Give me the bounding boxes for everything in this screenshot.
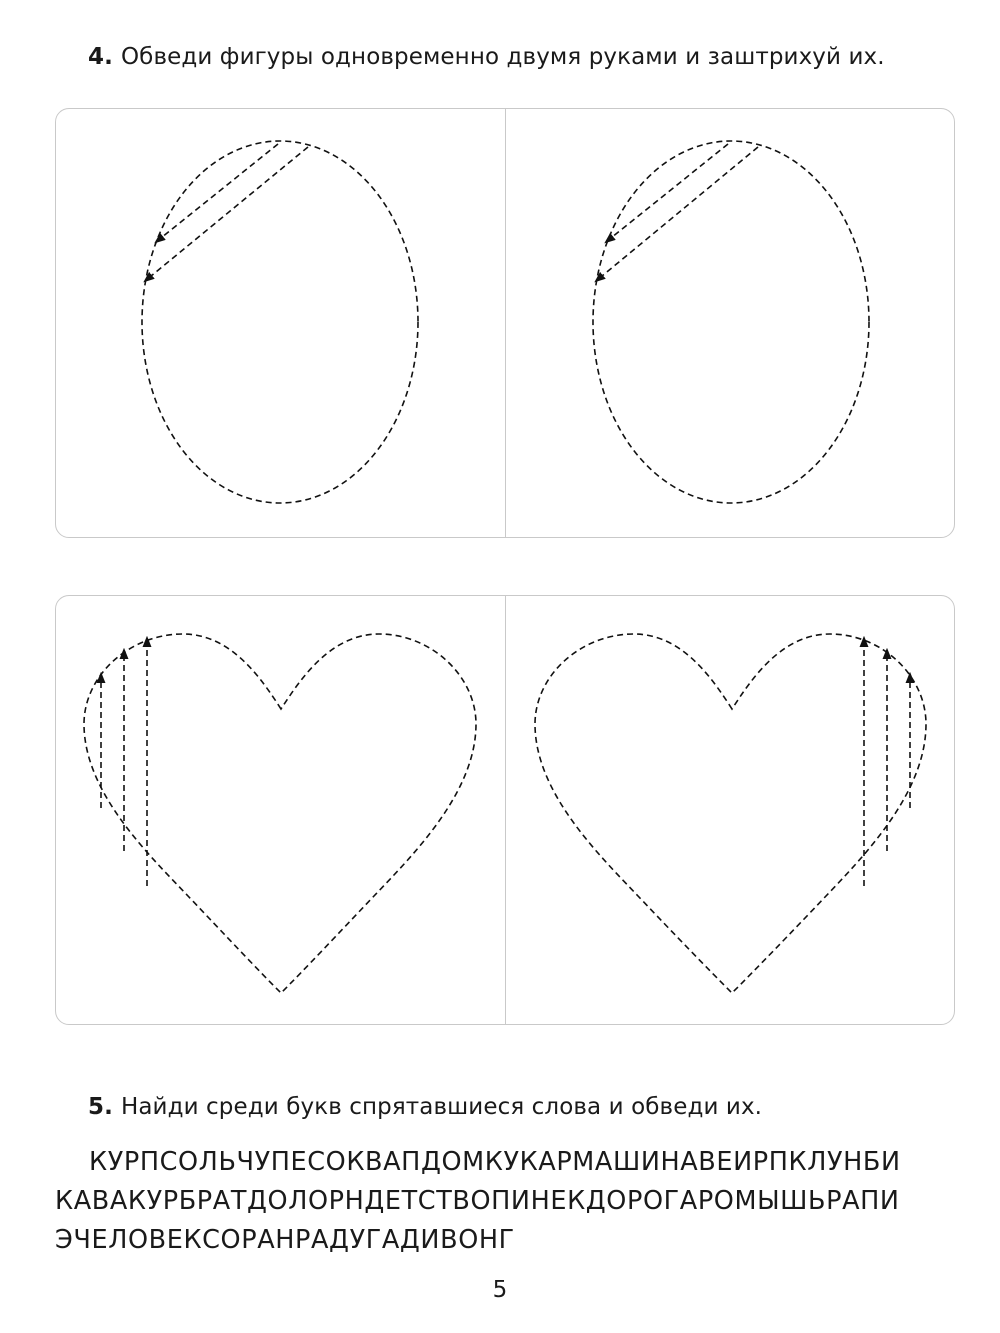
task-4-heading — [88, 44, 885, 70]
left-heart-shape[interactable] — [84, 634, 476, 993]
left-oval-arrows — [145, 144, 308, 281]
arrow-guide-3 — [606, 144, 728, 242]
left-heart-arrows — [101, 638, 147, 886]
task-5-instruction: Найди среди букв спрятавшиеся слова и обведи их. — [120, 1094, 763, 1120]
right-oval-shape[interactable] — [593, 141, 869, 503]
left-oval-shape[interactable] — [142, 141, 418, 503]
arrow-guide-1 — [156, 144, 278, 242]
page-number: 5 — [492, 1277, 508, 1303]
task-4-instruction: Обведи фигуры одновременно двумя руками и заштрихуй их. — [120, 44, 885, 70]
task-5-number: 5. — [88, 1094, 113, 1120]
task-5-heading — [88, 1094, 762, 1120]
ovals-panel — [55, 108, 955, 538]
right-heart-shape[interactable] — [535, 634, 926, 993]
right-oval-arrows — [596, 144, 758, 281]
right-heart-arrows — [864, 638, 910, 886]
letter-line-3[interactable]: ЭЧЕЛОВЕКСОРАНРАДУГАДИВОНГ — [55, 1225, 515, 1255]
task-4-number: 4. — [88, 44, 113, 70]
letter-line-2[interactable]: КАВАКУРБРАТДОЛОРНДЕТСТВОПИНЕКДОРОГАРОМЫШЬРАПИ — [55, 1186, 900, 1216]
hearts-panel — [55, 595, 955, 1025]
letter-line-1[interactable]: КУРПСОЛЬЧУПЕСОКВАПДОМКУКАРМАШИНАВЕИРПКЛУНБИ — [89, 1147, 901, 1177]
